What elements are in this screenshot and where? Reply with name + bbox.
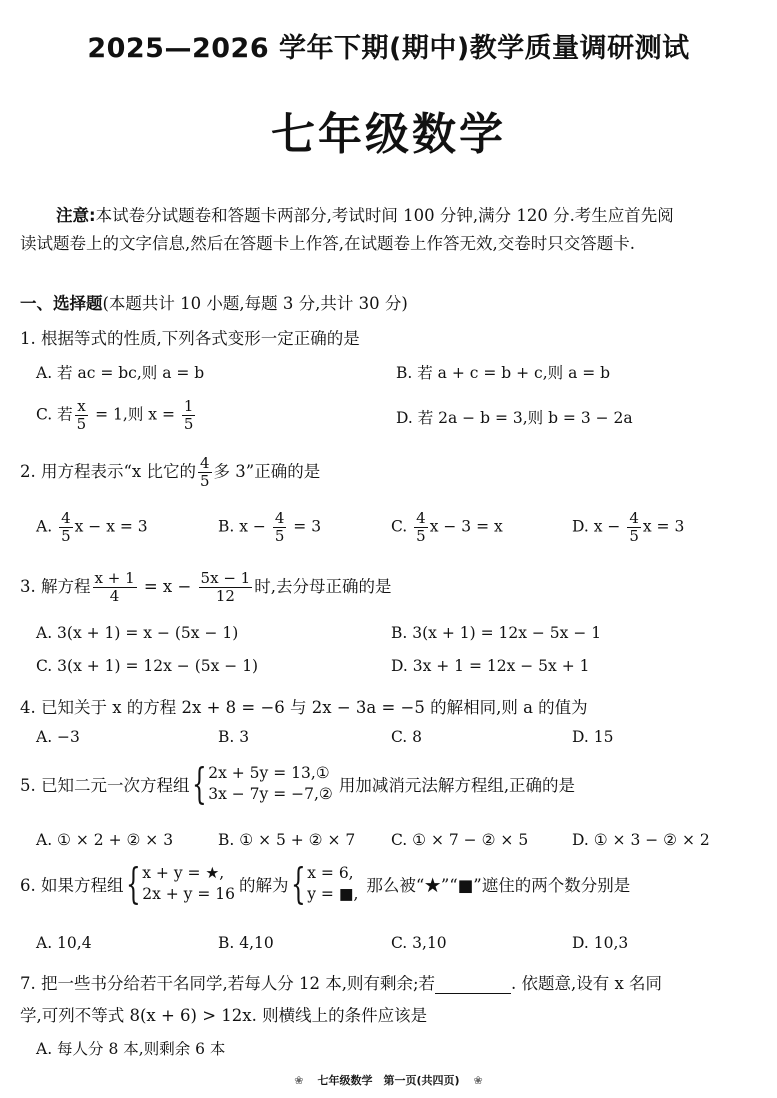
q3-stem: 3. 解方程 $\frac{x + 1}{4}$ = x − $\frac{5x - 1}{12}$ 时,去分母正确的是 xyxy=(20,569,392,605)
q2-option-c: C. $\frac{4}{5}$ x − 3 = x xyxy=(391,509,503,545)
q4-option-c: C. 8 xyxy=(391,728,423,746)
equation-system: { x + y = ★, 2x + y = 16 xyxy=(125,859,235,908)
q2-option-d: D. x − $\frac{4}{5}$ x = 3 xyxy=(572,509,685,545)
q4-stem: 4. 已知关于 x 的方程 2x + 8 = −6 与 2x − 3a = −5 的解相同,则 a 的值为 xyxy=(20,698,588,717)
q6-option-a: A. 10,4 xyxy=(36,934,92,952)
q4-option-b: B. 3 xyxy=(218,728,250,746)
notice-line-1 xyxy=(56,202,674,230)
q3-option-d: D. 3x + 1 = 12x − 5x + 1 xyxy=(391,657,590,675)
equation-system: { 2x + 5y = 13,① 3x − 7y = −7,② xyxy=(191,759,333,808)
q2-option-a: A. $\frac{4}{5}$ x − x = 3 xyxy=(36,509,148,545)
fraction: $\frac{4}{5}$ xyxy=(61,509,71,545)
section-desc: (本题共计 10 小题,每题 3 分,共计 30 分) xyxy=(102,294,408,313)
section-label: 一、选择题 xyxy=(20,294,103,313)
fraction: $\frac{5x - 1}{12}$ xyxy=(200,569,251,605)
exam-title: 2025—2026 学年下期(期中)教学质量调研测试 xyxy=(87,33,690,64)
fraction: $\frac{4}{5}$ xyxy=(416,509,426,545)
q2-stem: 2. 用方程表示“x 比它的 $\frac{4}{5}$ 多 3”正确的是 xyxy=(20,454,321,490)
q5-option-c: C. ① × 7 − ② × 5 xyxy=(391,831,529,849)
q6-option-d: D. 10,3 xyxy=(572,934,629,952)
footer-text: 七年级数学 第一页(共四页) xyxy=(317,1074,460,1087)
q7-option-a: A. 每人分 8 本,则剩余 6 本 xyxy=(36,1040,226,1058)
q7-line-2: 学,可列不等式 8(x + 6) > 12x. 则横线上的条件应该是 xyxy=(20,1006,428,1025)
section-heading xyxy=(20,290,408,314)
q7-line-1: 7. 把一些书分给若干名同学,若每人分 12 本,则有剩余;若 . 依题意,设有 x 名同 xyxy=(20,974,663,993)
q3-option-b: B. 3(x + 1) = 12x − 5x − 1 xyxy=(391,624,602,642)
fraction: $\frac{4}{5}$ xyxy=(274,509,285,545)
q6-stem: 6. 如果方程组 { x + y = ★, 2x + y = 16 的解为 { x = 6, y = ■, 那么被“★”“■”遮住的两个数分别是 xyxy=(20,859,631,908)
q1-option-c: C. 若 $\frac{x}{5}$ = 1,则 x = $\frac{1}{5}$ xyxy=(36,397,194,433)
solution-system: { x = 6, y = ■, xyxy=(290,859,359,908)
exam-subject-title: 七年级数学 xyxy=(271,109,506,160)
fraction: $\frac{1}{5}$ xyxy=(183,397,194,433)
q5-option-b: B. ① × 5 + ② × 7 xyxy=(218,831,356,849)
q6-option-c: C. 3,10 xyxy=(391,934,447,952)
q5-option-d: D. ① × 3 − ② × 2 xyxy=(572,831,710,849)
q4-option-d: D. 15 xyxy=(572,728,614,746)
fraction: $\frac{4}{5}$ xyxy=(629,509,639,545)
q1-stem: 1. 根据等式的性质,下列各式变形一定正确的是 xyxy=(20,329,360,348)
flower-icon: ❀ xyxy=(294,1074,304,1087)
notice-label: 注意: xyxy=(56,206,96,225)
q1-option-a: A. 若 ac = bc,则 a = b xyxy=(36,364,205,382)
q1-option-b: B. 若 a + c = b + c,则 a = b xyxy=(396,364,611,382)
notice-line-2: 读试题卷上的文字信息,然后在答题卡上作答,在试题卷上作答无效,交卷时只交答题卡. xyxy=(20,234,635,253)
page-footer xyxy=(0,1072,777,1088)
q4-option-a: A. −3 xyxy=(36,728,80,746)
q6-option-b: B. 4,10 xyxy=(218,934,274,952)
fraction: $\frac{x}{5}$ xyxy=(76,397,87,433)
q2-option-b: B. x − $\frac{4}{5}$ = 3 xyxy=(218,509,322,545)
q3-option-c: C. 3(x + 1) = 12x − (5x − 1) xyxy=(36,657,259,675)
q1-option-d: D. 若 2a − b = 3,则 b = 3 − 2a xyxy=(396,409,633,427)
fraction: $\frac{x + 1}{4}$ xyxy=(94,569,135,605)
q5-stem: 5. 已知二元一次方程组 { 2x + 5y = 13,① 3x − 7y = −7,② 用加减消元法解方程组,正确的是 xyxy=(20,759,576,808)
notice-text-1: 本试卷分试题卷和答题卡两部分,考试时间 100 分钟,满分 120 分.考生应首先阅 xyxy=(95,206,674,225)
answer-blank xyxy=(435,977,511,994)
q3-option-a: A. 3(x + 1) = x − (5x − 1) xyxy=(36,624,239,642)
q5-option-a: A. ① × 2 + ② × 3 xyxy=(36,831,174,849)
fraction: $\frac{4}{5}$ xyxy=(199,454,210,490)
flower-icon: ❀ xyxy=(473,1074,483,1087)
